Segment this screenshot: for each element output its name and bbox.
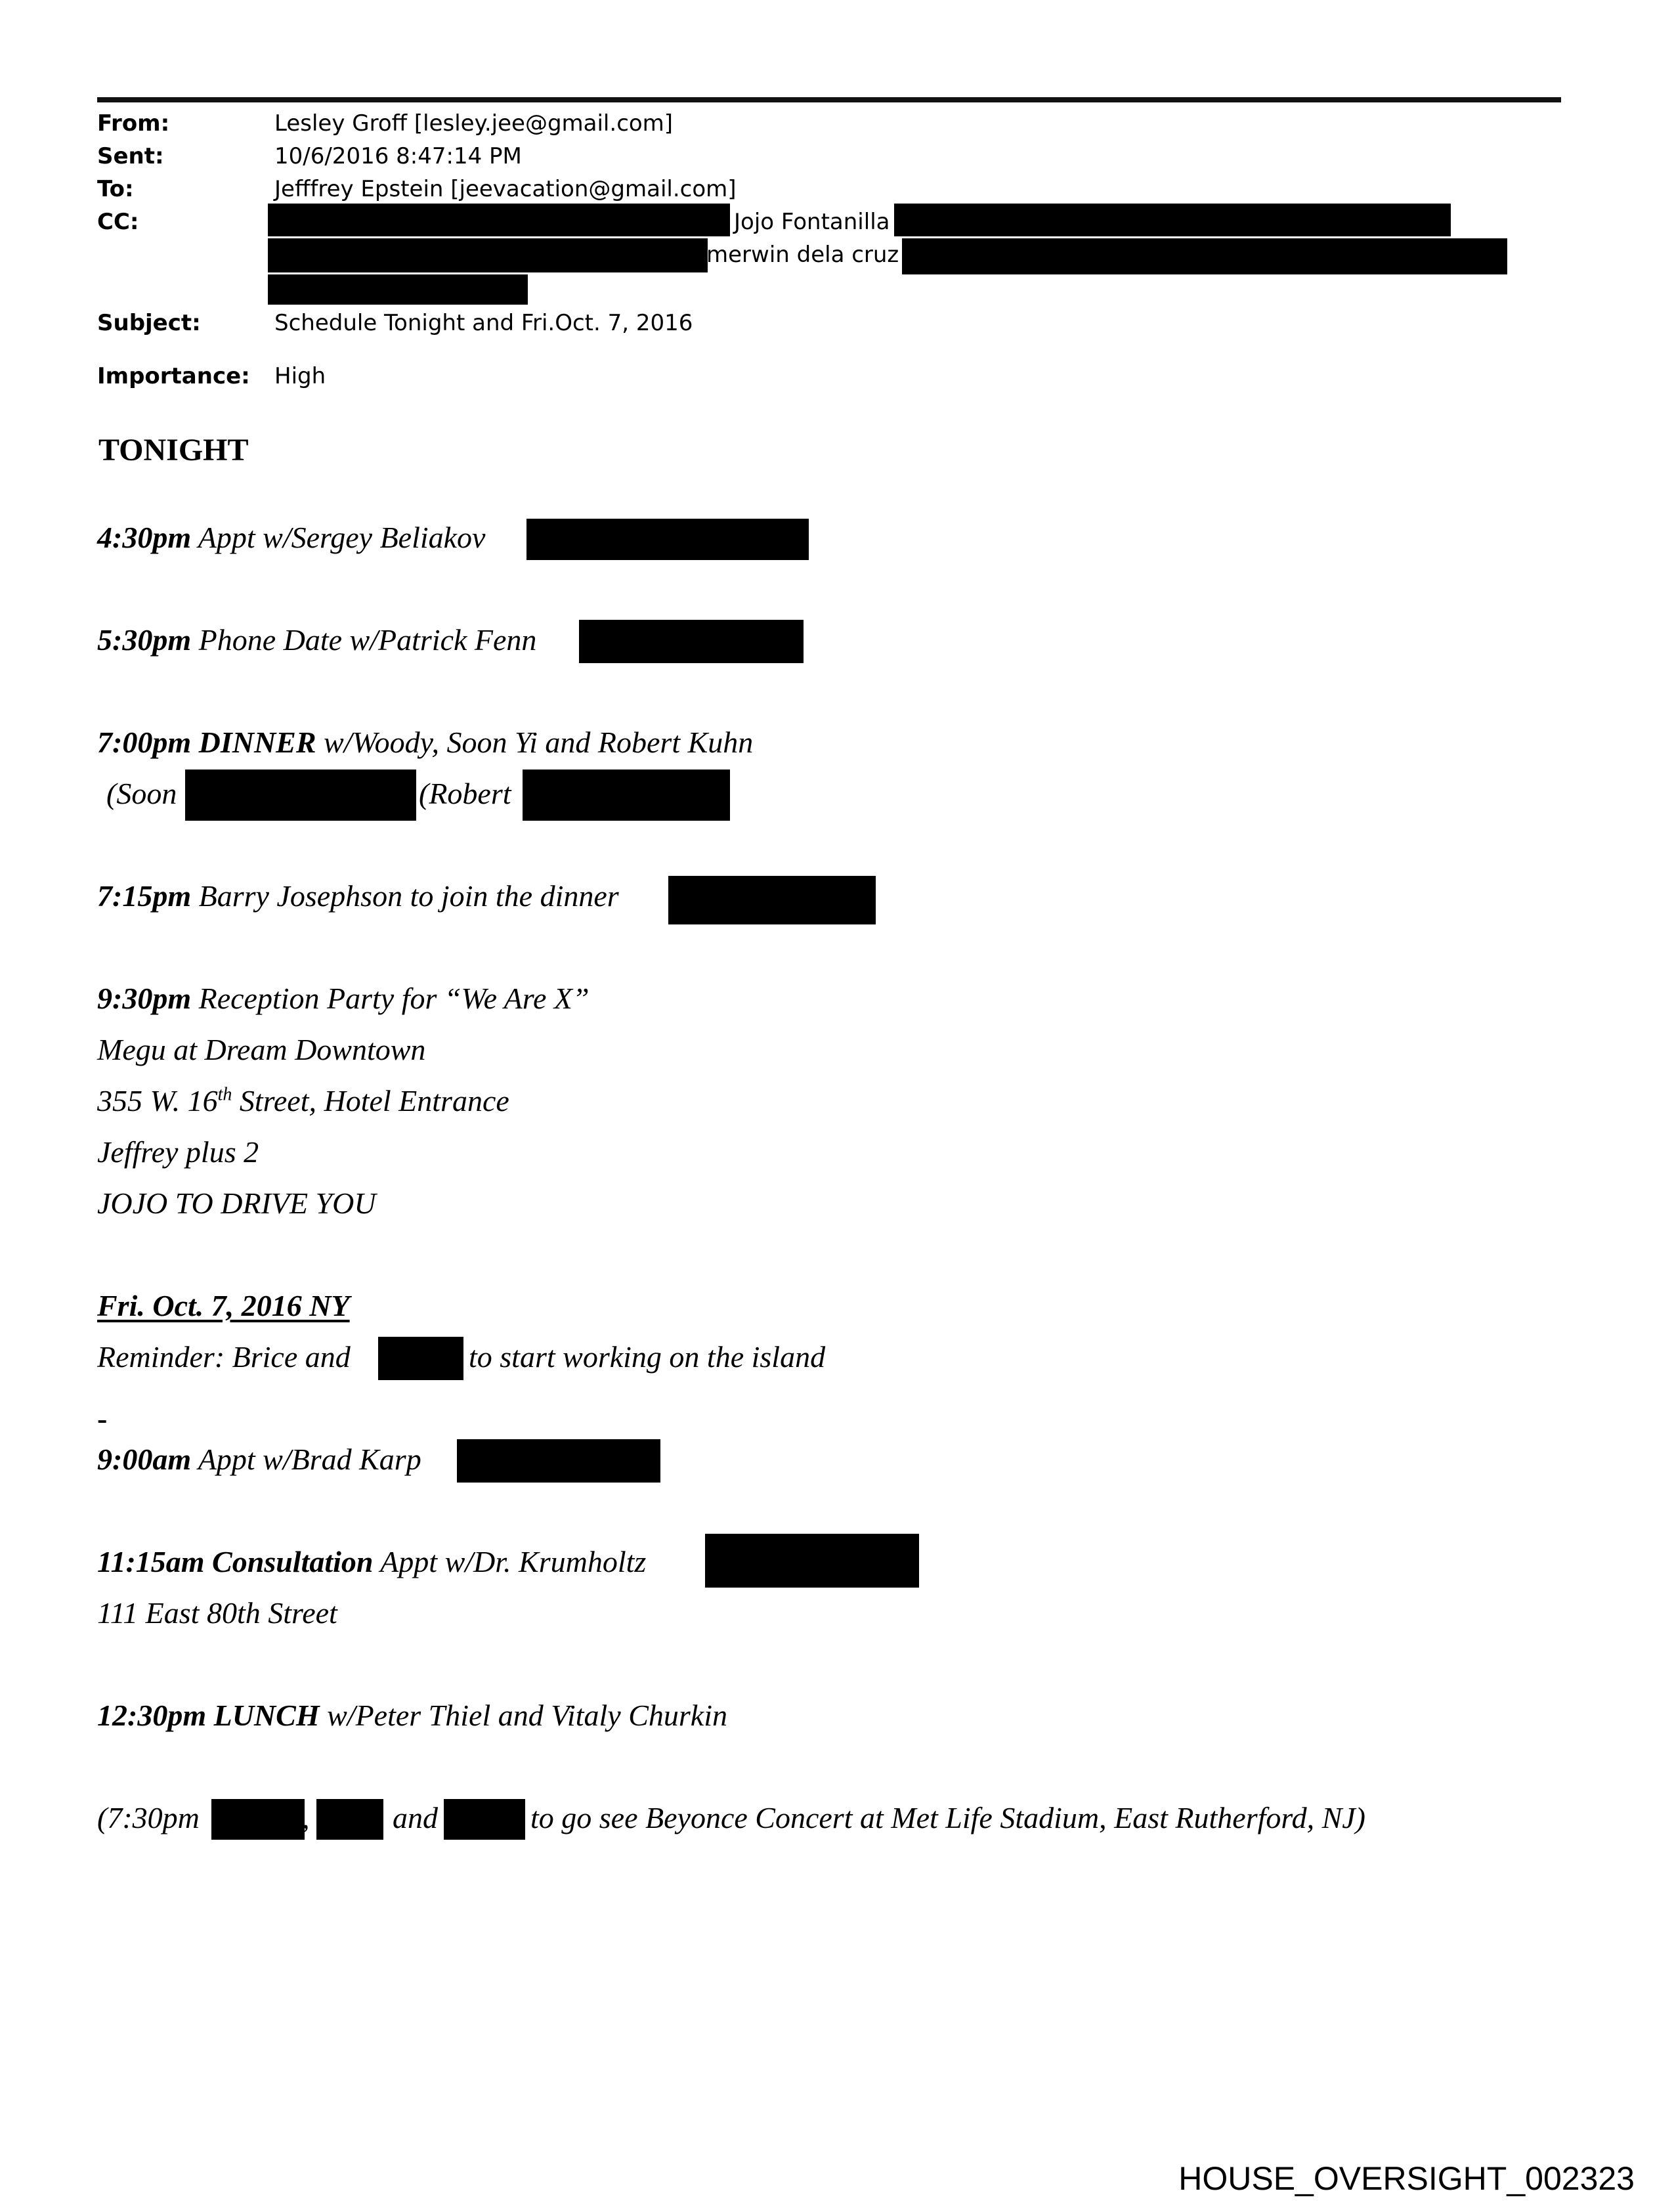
event-time: 7:15pm	[97, 879, 192, 913]
redaction-box	[185, 770, 416, 821]
sent-label: Sent:	[97, 143, 164, 169]
redaction-box	[894, 204, 1451, 236]
event-line	[97, 725, 753, 760]
address-text: Street, Hotel Entrance	[232, 1084, 509, 1117]
event-line: ,	[302, 1801, 310, 1834]
redaction-box	[211, 1799, 305, 1840]
event-text: Appt w/Dr. Krumholtz	[373, 1545, 647, 1578]
event-detail: Megu at Dream Downtown	[97, 1033, 426, 1066]
redaction-box	[579, 620, 804, 663]
event-text: Appt w/Brad Karp	[191, 1442, 421, 1476]
event-subline: (Robert	[419, 777, 511, 810]
address-text: 355 W. 16	[97, 1084, 218, 1117]
event-line	[97, 1544, 646, 1580]
event-text: Barry Josephson to join the dinner	[191, 879, 619, 913]
event-detail: Jeffrey plus 2	[97, 1135, 259, 1169]
cc-label: CC:	[97, 209, 139, 235]
tonight-heading: TONIGHT	[98, 433, 249, 467]
event-line: and	[393, 1801, 438, 1834]
event-text: Appt w/Sergey Beliakov	[191, 521, 486, 554]
event-detail: 111 East 80th Street	[97, 1596, 337, 1630]
reminder-text: Reminder: Brice and	[97, 1340, 351, 1374]
event-text: w/Woody, Soon Yi and Robert Kuhn	[316, 726, 754, 759]
from-label: From:	[97, 110, 170, 137]
event-line	[97, 622, 536, 658]
redaction-box	[457, 1439, 660, 1483]
redaction-box	[316, 1799, 383, 1840]
event-time: 11:15am Consultation	[97, 1545, 374, 1578]
event-time: 9:30pm	[97, 982, 192, 1015]
redaction-box	[668, 876, 876, 924]
importance-value: High	[274, 363, 326, 389]
event-line	[97, 878, 619, 914]
redaction-box	[268, 274, 528, 305]
event-line	[97, 1442, 421, 1477]
event-line	[97, 981, 590, 1016]
event-text: Phone Date w/Patrick Fenn	[191, 623, 537, 657]
reminder-text: to start working on the island	[469, 1340, 826, 1374]
importance-label: Importance:	[97, 363, 250, 389]
event-time: 5:30pm	[97, 623, 192, 657]
cc-name-1: Jojo Fontanilla	[734, 209, 890, 235]
redaction-box	[268, 204, 730, 236]
event-text: Reception Party for “We Are X”	[191, 982, 590, 1015]
event-line: (7:30pm	[97, 1801, 200, 1834]
event-line	[97, 1698, 727, 1733]
event-subline: (Soon	[106, 777, 177, 810]
bates-number: HOUSE_OVERSIGHT_002323	[1178, 2160, 1635, 2197]
redaction-box	[902, 238, 1507, 274]
event-time: 12:30pm LUNCH	[97, 1699, 320, 1732]
redaction-box	[378, 1337, 463, 1380]
event-time: 9:00am	[97, 1442, 192, 1476]
day-heading-text: Fri. Oct. 7, 2016 NY	[97, 1289, 350, 1322]
day-heading	[97, 1288, 350, 1324]
to-label: To:	[97, 176, 134, 202]
redaction-box	[705, 1534, 919, 1588]
redaction-box	[444, 1799, 525, 1840]
event-line: to go see Beyonce Concert at Met Life Stadium, East Rutherford, NJ)	[530, 1801, 1365, 1834]
event-time: 7:00pm DINNER	[97, 726, 316, 759]
redaction-box	[268, 238, 708, 272]
ordinal-suffix: th	[217, 1084, 232, 1105]
from-value: Lesley Groff [lesley.jee@gmail.com]	[274, 110, 674, 137]
event-line	[97, 520, 485, 555]
redaction-box	[523, 770, 730, 821]
event-detail: JOJO TO DRIVE YOU	[97, 1186, 376, 1220]
dash-mark: -	[97, 1402, 108, 1435]
redaction-box	[526, 519, 809, 560]
cc-name-2: merwin dela cruz	[706, 242, 899, 268]
event-detail	[97, 1083, 509, 1119]
subject-label: Subject:	[97, 310, 201, 336]
event-text: w/Peter Thiel and Vitaly Churkin	[319, 1699, 727, 1732]
header-rule	[97, 97, 1561, 102]
to-value: Jefffrey Epstein [jeevacation@gmail.com]	[274, 176, 737, 202]
sent-value: 10/6/2016 8:47:14 PM	[274, 143, 522, 169]
subject-value: Schedule Tonight and Fri.Oct. 7, 2016	[274, 310, 693, 336]
event-time: 4:30pm	[97, 521, 192, 554]
